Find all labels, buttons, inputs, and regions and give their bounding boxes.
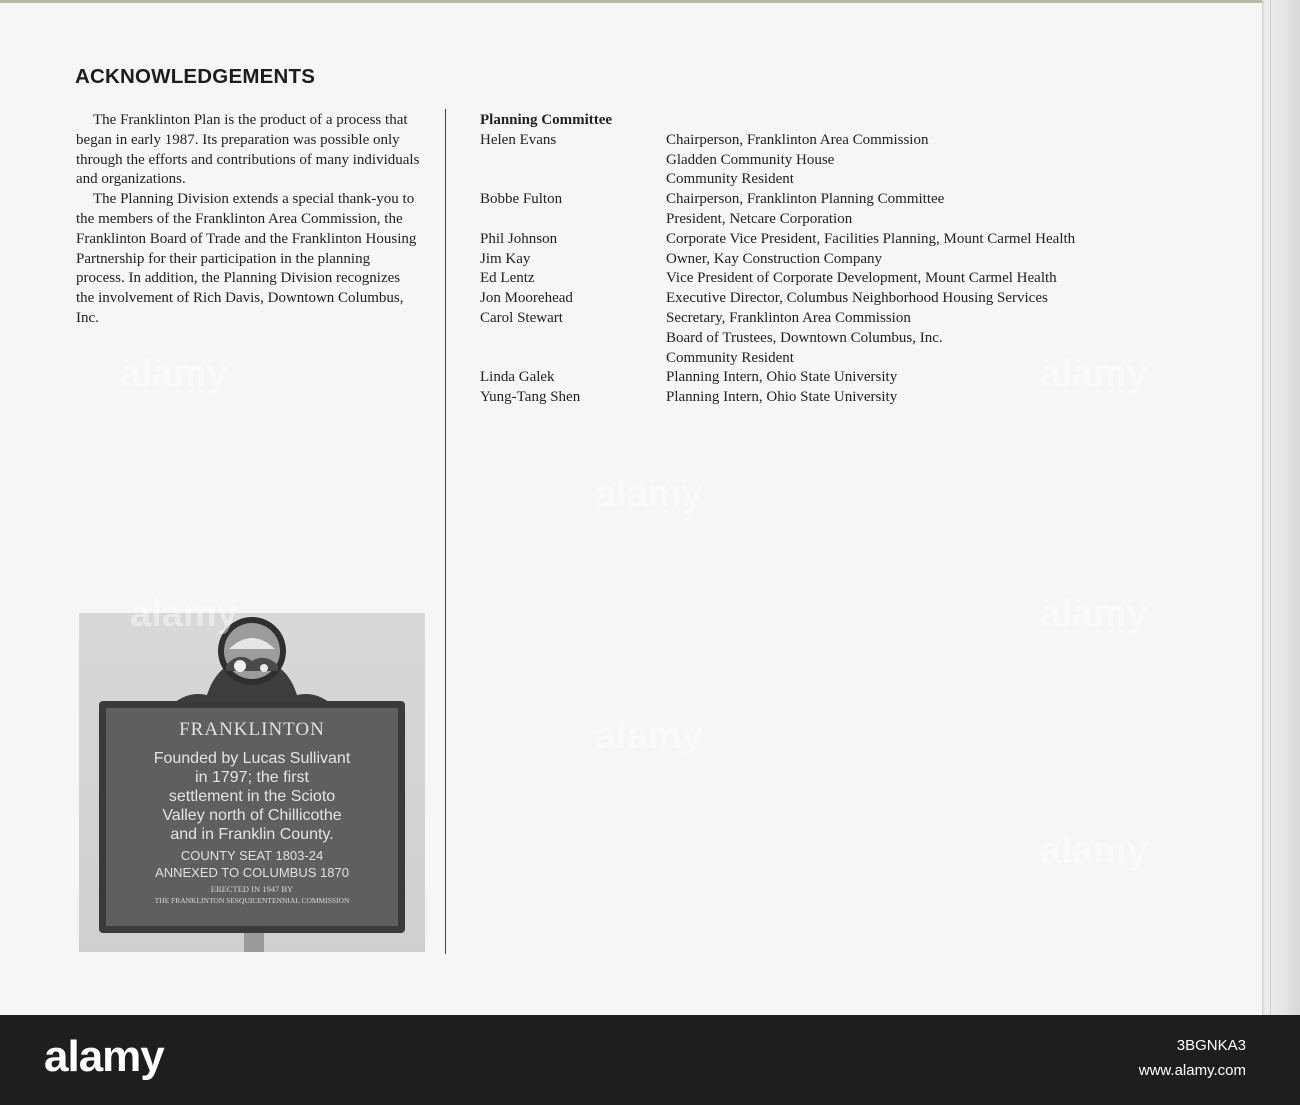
watermark: alamy <box>595 473 703 515</box>
member-role: President, Netcare Corporation <box>666 210 853 227</box>
historical-marker-photo <box>79 613 425 952</box>
committee-member <box>480 230 1240 250</box>
marker-line: Valley north of Chillicothe <box>162 807 342 824</box>
watermark: alamy <box>595 715 703 757</box>
member-role: Executive Director, Columbus Neighborhood Housing Services <box>666 290 1048 307</box>
member-role: Planning Intern, Ohio State University <box>666 389 898 406</box>
site-url: www.alamy.com <box>1138 1062 1246 1079</box>
member-role: Corporate Vice President, Facilities Planning, Mount Carmel Health <box>666 230 1076 247</box>
member-role: Owner, Kay Construction Company <box>666 250 883 267</box>
member-name: Jon Moorehead <box>480 290 573 307</box>
committee-member <box>480 368 1240 388</box>
committee-member <box>480 388 1240 408</box>
marker-line: settlement in the Scioto <box>168 788 336 805</box>
committee-member <box>480 190 1240 230</box>
marker-line: Founded by Lucas Sullivant <box>153 750 351 767</box>
watermark: alamy <box>130 593 238 635</box>
committee-member <box>480 250 1240 270</box>
intro-paragraph: The Franklinton Plan is the product of a process that began in early 1987. Its preparation was possible only through the efforts and contributions of many individuals and organizations. <box>76 112 420 188</box>
marker-line: and in Franklin County. <box>170 826 334 843</box>
member-role: Gladden Community House <box>666 151 835 168</box>
image-id: 3BGNKA3 <box>1176 1037 1246 1054</box>
member-name: Jim Kay <box>480 250 531 267</box>
marker-title: FRANKLINTON <box>179 719 325 740</box>
member-name: Bobbe Fulton <box>480 191 563 208</box>
member-role: Chairperson, Franklinton Area Commission <box>666 131 929 148</box>
marker-line-small: COUNTY SEAT 1803-24 <box>180 848 324 863</box>
marker-post <box>244 931 264 952</box>
watermark: alamy <box>120 353 228 395</box>
member-name: Helen Evans <box>480 131 557 148</box>
marker-line: in 1797; the first <box>195 769 309 786</box>
member-role: Chairperson, Franklinton Planning Committee <box>666 191 945 208</box>
committee-member <box>480 309 1240 368</box>
member-name: Linda Galek <box>480 369 555 386</box>
marker-erected: ERECTED IN 1947 BY <box>210 884 294 894</box>
member-role: Secretary, Franklinton Area Commission <box>666 309 911 326</box>
watermark: alamy <box>1040 830 1148 872</box>
planning-committee <box>480 111 1240 408</box>
page-heading: ACKNOWLEDGEMENTS <box>75 65 316 88</box>
column-divider <box>445 109 446 954</box>
member-role: Vice President of Corporate Development, Mount Carmel Health <box>666 270 1057 287</box>
intro-text <box>76 111 421 329</box>
marker-line-small: ANNEXED TO COLUMBUS 1870 <box>155 865 349 880</box>
member-name: Carol Stewart <box>480 309 563 326</box>
committee-member <box>480 269 1240 289</box>
member-role: Community Resident <box>666 171 794 188</box>
watermark-footer <box>0 1015 1300 1105</box>
page-edge <box>1262 0 1300 1015</box>
member-name: Ed Lentz <box>480 270 535 287</box>
intro-paragraph: The Planning Division extends a special thank-you to the members of the Franklinton Area Commission, the Franklinton Board of Trade and the Franklinton Housing Partnership for their participation in the planning process. In addition, the Planning Division recognizes the involvement of Rich Davis, Downtown Columbus, Inc. <box>76 191 417 326</box>
watermark: alamy <box>1040 593 1148 635</box>
member-name: Phil Johnson <box>480 230 558 247</box>
marker-commission: THE FRANKLINTON SESQUICENTENNIAL COMMISSION <box>154 896 350 905</box>
member-role: Planning Intern, Ohio State University <box>666 369 898 386</box>
committee-title: Planning Committee <box>480 112 613 128</box>
committee-member <box>480 131 1240 190</box>
member-name: Yung-Tang Shen <box>480 389 581 406</box>
committee-member <box>480 289 1240 309</box>
watermark: alamy <box>1040 353 1148 395</box>
member-role: Community Resident <box>666 349 794 366</box>
member-role: Board of Trustees, Downtown Columbus, Inc. <box>666 329 943 346</box>
alamy-logo: alamy <box>44 1032 164 1081</box>
